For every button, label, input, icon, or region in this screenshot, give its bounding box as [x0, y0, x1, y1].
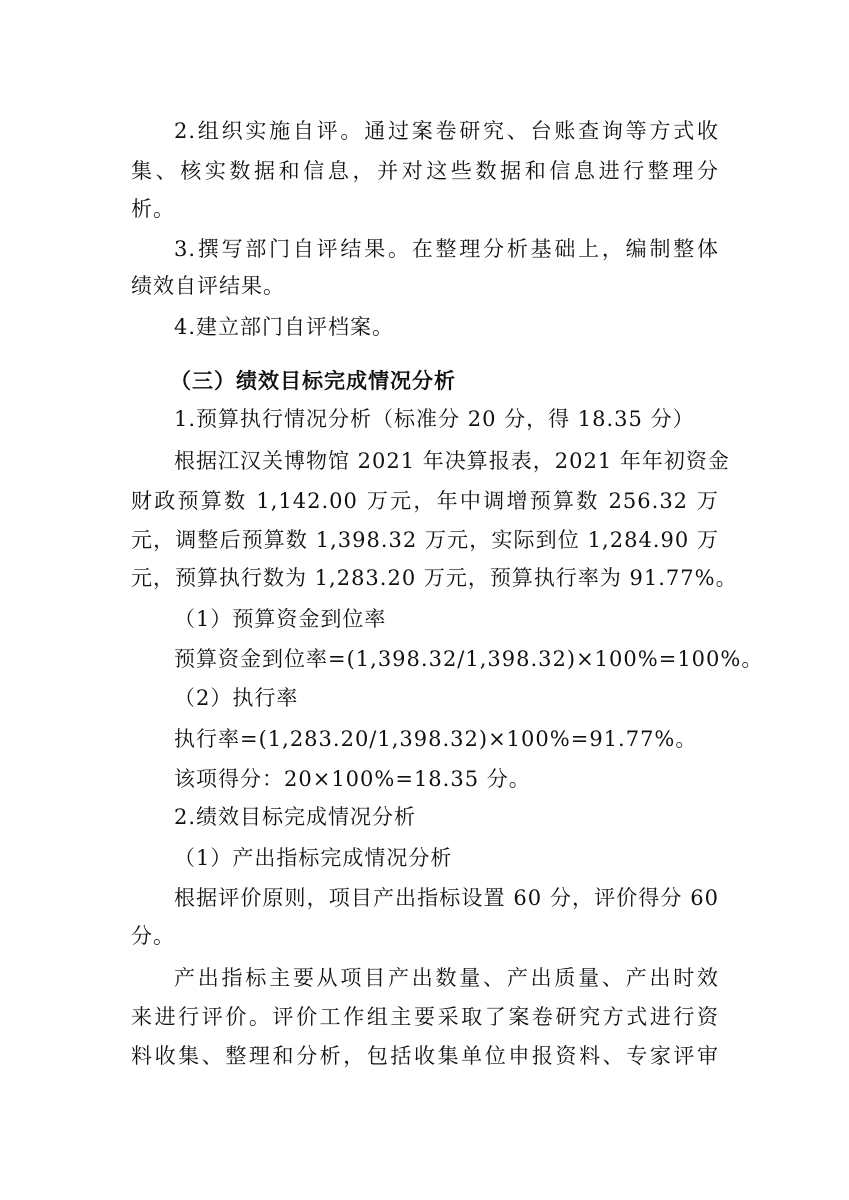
- item-heading: （2）执行率: [174, 686, 299, 710]
- paragraph-line: 根据江汉关博物馆 2021 年决算报表，2021 年年初资金: [174, 449, 730, 473]
- paragraph-line: 分。: [131, 924, 175, 948]
- paragraph-line: 4.建立部门自评档案。: [174, 315, 395, 339]
- score-line: 该项得分：20×100%=18.35 分。: [174, 767, 531, 791]
- subsection-heading: 1.预算执行情况分析（标准分 20 分，得 18.35 分）: [174, 407, 695, 431]
- formula-line: 执行率=(1,283.20/1,398.32)×100%=91.77%。: [174, 727, 698, 751]
- paragraph-line: 3.撰写部门自评结果。在整理分析基础上，编制整体: [174, 237, 719, 261]
- paragraph-line: 元，预算执行数为 1,283.20 万元，预算执行率为 91.77%。: [131, 566, 738, 590]
- paragraph-line: 绩效自评结果。: [131, 274, 285, 298]
- paragraph-line: 2.组织实施自评。通过案卷研究、台账查询等方式收: [174, 119, 719, 143]
- item-heading: （1）产出指标完成情况分析: [174, 846, 453, 870]
- paragraph-line: 集、核实数据和信息，并对这些数据和信息进行整理分: [131, 159, 719, 183]
- formula-line: 预算资金到位率=(1,398.32/1,398.32)×100%=100%。: [174, 647, 764, 671]
- section-heading: （三）绩效目标完成情况分析: [170, 368, 456, 393]
- paragraph-line: 料收集、整理和分析，包括收集单位申报资料、专家评审: [131, 1044, 719, 1068]
- subsection-heading: 2.绩效目标完成情况分析: [174, 805, 417, 829]
- paragraph-line: 财政预算数 1,142.00 万元，年中调增预算数 256.32 万: [131, 489, 719, 513]
- paragraph-line: 元，调整后预算数 1,398.32 万元，实际到位 1,284.90 万: [131, 528, 719, 552]
- paragraph-line: 根据评价原则，项目产出指标设置 60 分，评价得分 60: [174, 886, 719, 910]
- paragraph-line: 产出指标主要从项目产出数量、产出质量、产出时效: [174, 966, 719, 990]
- paragraph-line: 来进行评价。评价工作组主要采取了案卷研究方式进行资: [131, 1005, 719, 1029]
- item-heading: （1）预算资金到位率: [174, 607, 387, 631]
- paragraph-line: 析。: [131, 197, 175, 221]
